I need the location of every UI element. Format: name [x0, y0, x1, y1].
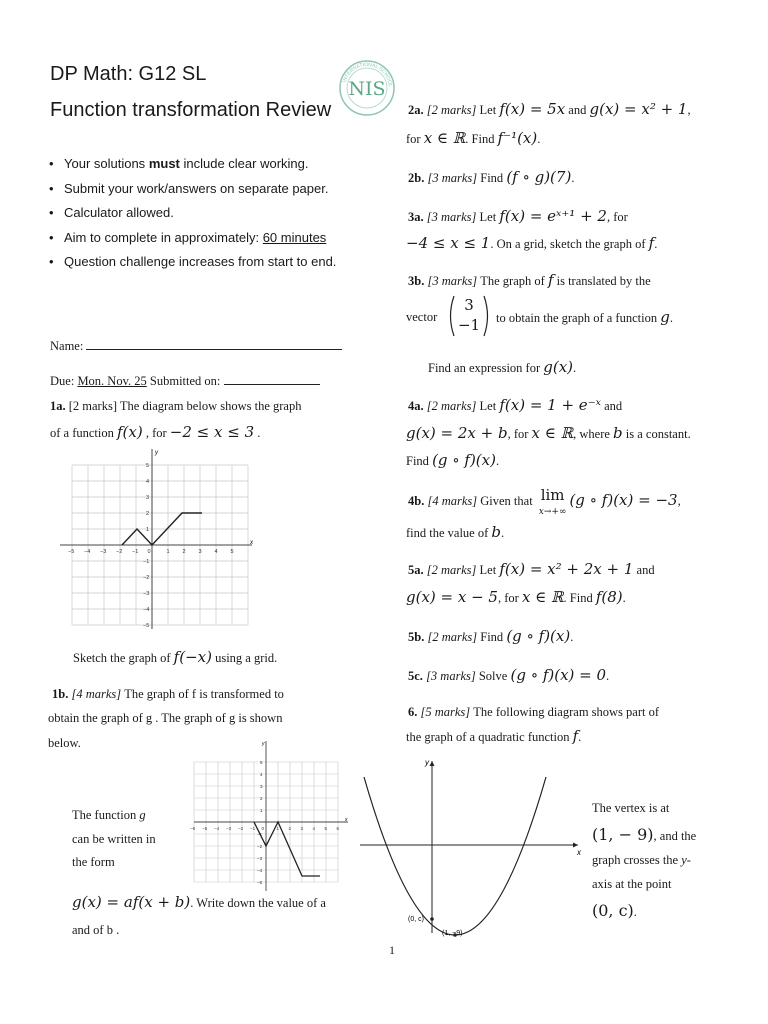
instruction-1: • Your solutions must include clear working. [49, 156, 309, 171]
q4b-text: 4b. [4 marks] Given that lim x→+∞(g ∘ f)(x) = −3, [408, 486, 681, 517]
logo-text: NIS [348, 78, 386, 100]
q1b-line3: below. [48, 736, 81, 750]
translation-vector [446, 294, 492, 338]
x-tick-label: −4 [214, 826, 220, 831]
y-tick-label: −1 [143, 559, 150, 565]
page-number: 1 [389, 943, 395, 957]
x-tick-label: 4 [214, 549, 218, 555]
instruction-4: • Aim to complete in approximately: 60 minutes [49, 230, 327, 245]
parabola-graph [358, 755, 588, 945]
q1b-formula-line: g(x) = af(x + b). Write down the value of a [72, 893, 326, 911]
instruction-2: • Submit your work/answers on separate paper. [49, 181, 329, 196]
q1b-p3: the form [72, 855, 115, 869]
q5b-text: 5b. [2 marks] Find (g ∘ f)(x). [408, 627, 574, 645]
q5a-line2: g(x) = x − 5, for x ∈ ℝ. Find f(8). [406, 588, 626, 606]
q1b-p1: The function g [72, 808, 146, 822]
q2a-text: 2a. [2 marks] Let f(x) = 5x and g(x) = x² + 1, [408, 100, 691, 118]
x-tick-label: −1 [250, 826, 256, 831]
school-logo [337, 58, 397, 118]
logo-ring-text: INTERNATIONAL SCHOOL [341, 61, 393, 88]
q2a-line2: for x ∈ ℝ. Find f⁻¹(x). [406, 129, 541, 147]
q1b-p5: and of b . [72, 923, 120, 937]
q1b-text: 1b. [4 marks] The graph of f is transformed to [52, 687, 284, 701]
q6-text: 6. [5 marks] The following diagram shows part of [408, 705, 660, 719]
q6-vertex-text: The vertex is at [592, 801, 670, 815]
y-tick-label: 2 [260, 796, 263, 801]
q6-line4: axis at the point [592, 877, 672, 891]
x-tick-label: 4 [312, 826, 316, 831]
y-tick-label: 1 [146, 527, 150, 533]
x-tick-label: −4 [84, 549, 91, 555]
instruction-5: • Question challenge increases from start to end. [49, 254, 337, 269]
y-tick-label: 4 [146, 479, 150, 485]
q5c-text: 5c. [3 marks] Solve (g ∘ f)(x) = 0. [408, 666, 610, 684]
y-tick-label: 2 [146, 511, 150, 517]
q6-vertex-point: (1, − 9), and the [592, 825, 697, 844]
y-tick-label: 1 [260, 808, 263, 813]
x-tick-label: 0 [147, 549, 151, 555]
x-tick-label: −2 [116, 549, 123, 555]
q4a-line2: g(x) = 2x + b, for x ∈ ℝ, where b is a constant. [406, 424, 691, 442]
x-tick-label: −2 [238, 826, 244, 831]
y-tick-label: −4 [143, 607, 150, 613]
q3a-line2: −4 ≤ x ≤ 1. On a grid, sketch the graph of f. [406, 234, 658, 252]
q1a-text: 1a. [2 marks] The diagram below shows the graph [50, 399, 302, 413]
x-tick-label: 1 [166, 549, 170, 555]
y-tick-label: 5 [146, 463, 150, 469]
q4a-text: 4a. [2 marks] Let f(x) = 1 + e⁻ˣ and [408, 396, 623, 414]
x-tick-label: 5 [324, 826, 328, 831]
x-tick-label: 3 [198, 549, 202, 555]
y-tick-label: 3 [146, 495, 150, 501]
y-tick-label: −2 [143, 575, 150, 581]
q6-intercept-point: (0, c). [592, 901, 637, 920]
y-axis-label: y [155, 450, 158, 456]
y-tick-label: −3 [143, 591, 150, 597]
x-tick-label: −5 [202, 826, 208, 831]
x-tick-label: −5 [68, 549, 75, 555]
x-tick-label: 1 [276, 826, 280, 831]
vertex-label: (1, −9) [442, 930, 463, 937]
x-axis-label: x [577, 848, 581, 857]
y-tick-label: 5 [260, 760, 263, 765]
vector-x: 3 [464, 296, 474, 314]
q1a-sketch: Sketch the graph of f(−x) using a grid. [73, 648, 278, 666]
due-line: Due: Mon. Nov. 25 Submitted on: [50, 369, 320, 393]
q2b-text: 2b. [3 marks] Find (f ∘ g)(7). [408, 168, 575, 186]
q3b-line2: to obtain the graph of a function g. [496, 308, 673, 326]
y-tick-label: 3 [260, 784, 263, 789]
point-0c-label: (0, c) [408, 916, 424, 923]
q1b-line2: obtain the graph of g . The graph of g is shown [48, 711, 283, 725]
q4a-line3: Find (g ∘ f)(x). [406, 451, 500, 469]
q6-line3: graph crosses the y- [592, 853, 691, 867]
instruction-3: • Calculator allowed. [49, 205, 174, 220]
x-tick-label: −3 [100, 549, 107, 555]
q3b-find: Find an expression for g(x). [428, 358, 577, 376]
q6-line2: the graph of a quadratic function f. [406, 727, 582, 745]
y-tick-label: −3 [257, 856, 263, 861]
q3a-text: 3a. [3 marks] Let f(x) = eˣ⁺¹ + 2, for [408, 207, 628, 225]
x-axis-label: x [345, 817, 348, 823]
page-subtitle: Function transformation Review [50, 99, 332, 121]
graph-1 [52, 445, 262, 635]
x-axis-label: x [250, 540, 253, 546]
q1a-line2: of a function f(x) , for −2 ≤ x ≤ 3 . [50, 423, 261, 441]
y-tick-label: 4 [260, 772, 263, 777]
x-tick-label: 5 [230, 549, 234, 555]
y-axis-label: y [425, 758, 429, 767]
x-tick-label: −1 [132, 549, 139, 555]
x-tick-label: 2 [182, 549, 186, 555]
y-tick-label: −5 [143, 623, 150, 629]
q3b-vector-label: vector [406, 310, 438, 324]
y-tick-label: −1 [257, 832, 263, 837]
q1b-p2: can be written in [72, 832, 156, 846]
q3b-text: 3b. [3 marks] The graph of f is translated by the [408, 271, 651, 289]
x-tick-label: 2 [288, 826, 292, 831]
graph-2 [190, 737, 352, 895]
y-tick-label: −2 [257, 844, 263, 849]
x-tick-label: −3 [226, 826, 232, 831]
q4b-line2: find the value of b. [406, 523, 505, 541]
y-tick-label: −5 [257, 880, 263, 885]
y-tick-label: −4 [257, 868, 263, 873]
q5a-text: 5a. [2 marks] Let f(x) = x² + 2x + 1 and [408, 560, 655, 578]
x-tick-label: 6 [336, 826, 340, 831]
y-axis-label: y [262, 741, 265, 747]
x-tick-label: −6 [190, 826, 196, 831]
x-tick-label: 0 [261, 826, 265, 831]
vector-y: −1 [457, 316, 481, 334]
page-title: DP Math: G12 SL [50, 63, 207, 85]
name-line: Name: [50, 334, 342, 358]
x-tick-label: 3 [300, 826, 304, 831]
parabola-curve [364, 777, 546, 935]
